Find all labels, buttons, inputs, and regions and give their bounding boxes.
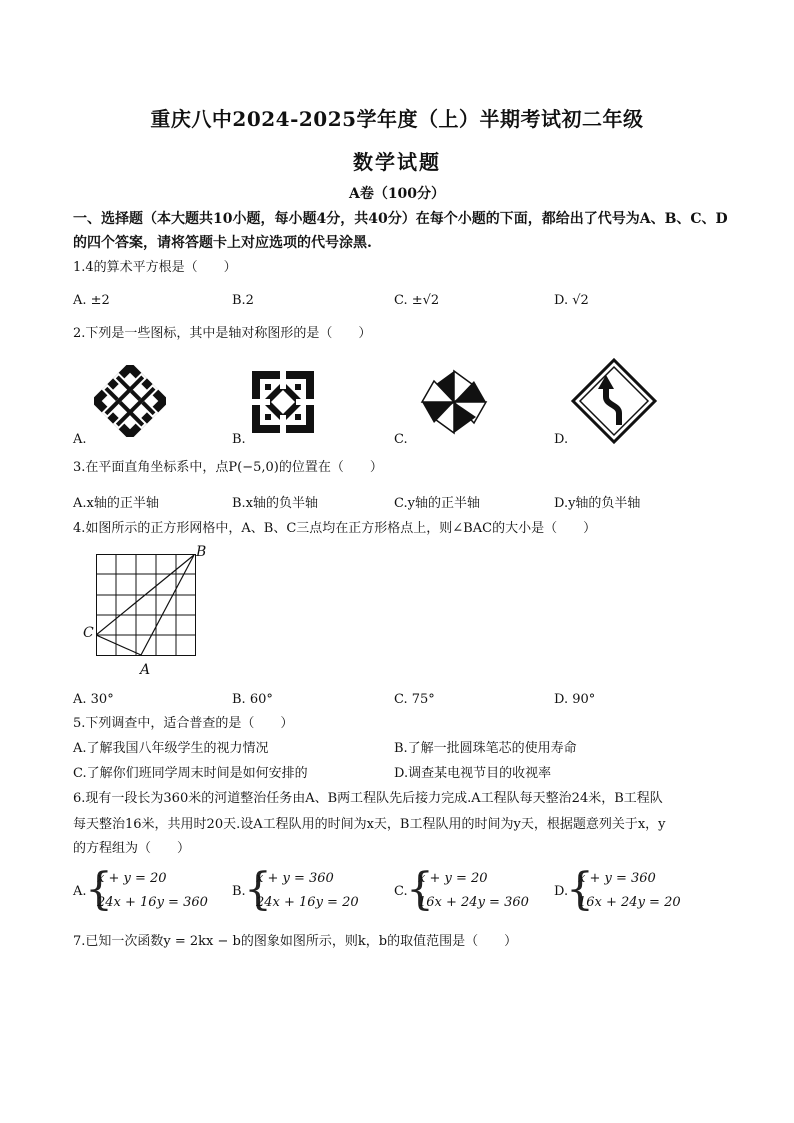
q5-option-c: C.了解你们班同学周末时间是如何安排的 bbox=[73, 766, 308, 781]
q6-option-b-eq1: x + y = 360 bbox=[256, 871, 334, 886]
q3-option-d: D.y轴的负半轴 bbox=[554, 496, 641, 511]
question-3-stem: 3.在平面直角坐标系中，点P(−5,0)的位置在（ ） bbox=[73, 460, 383, 475]
brace-icon: { bbox=[566, 864, 594, 915]
q6-option-c-eq2: 16x + 24y = 360 bbox=[418, 895, 529, 910]
q1-option-a: A. ±2 bbox=[73, 293, 110, 308]
q4-option-a: A. 30° bbox=[73, 692, 114, 707]
q6-option-d-label: D. bbox=[554, 884, 569, 899]
q6-option-a-eq1: x + y = 20 bbox=[97, 871, 167, 886]
grid-figure bbox=[96, 554, 196, 656]
brace-icon: { bbox=[85, 864, 113, 915]
q2-option-b: B. bbox=[232, 432, 246, 447]
q3-option-c: C.y轴的正半轴 bbox=[394, 496, 480, 511]
q6-option-d-eq1: x + y = 360 bbox=[578, 871, 656, 886]
knot-icon bbox=[94, 365, 166, 437]
q6-option-b-label: B. bbox=[232, 884, 246, 899]
q4-option-d: D. 90° bbox=[554, 692, 596, 707]
q6-option-a-label: A. bbox=[73, 884, 87, 899]
q5-option-a: A.了解我国八年级学生的视力情况 bbox=[73, 741, 269, 756]
q4-option-c: C. 75° bbox=[394, 692, 435, 707]
q2-option-d: D. bbox=[554, 432, 569, 447]
section-instructions: 一、选择题（本大题共10小题，每小题4分，共40分）在每个小题的下面，都给出了代号为A、B、C、D的四个答案，请将答题卡上对应选项的代号涂黑. bbox=[73, 211, 728, 251]
q4-option-b: B. 60° bbox=[232, 692, 273, 707]
point-a-label: A bbox=[140, 662, 151, 678]
question-7-stem: 7.已知一次函数y = 2kx − b的图象如图所示，则k，b的取值范围是（ ） bbox=[73, 934, 518, 949]
brace-icon: { bbox=[406, 864, 434, 915]
question-6-stem-line1: 6.现有一段长为360米的河道整治任务由A、B两工程队先后接力完成.A工程队每天整治24米，B工程队 bbox=[73, 791, 663, 806]
q6-option-c-eq1: x + y = 20 bbox=[418, 871, 488, 886]
q1-option-b: B.2 bbox=[232, 293, 254, 308]
q3-option-b: B.x轴的负半轴 bbox=[232, 496, 319, 511]
q6-option-d bbox=[554, 864, 704, 916]
question-6-stem-line3: 的方程组为（ ） bbox=[73, 841, 191, 856]
question-6-stem-line2: 每天整治16米，共用时20天.设A工程队用的时间为x天，B工程队用的时间为y天，根据题意列关于x，y bbox=[73, 817, 666, 832]
q1-option-d: D. √2 bbox=[554, 293, 589, 308]
q6-option-c bbox=[394, 864, 544, 916]
question-2-stem: 2.下列是一些图标，其中是轴对称图形的是（ ） bbox=[73, 326, 372, 341]
q2-option-c: C. bbox=[394, 432, 408, 447]
q2-option-a: A. bbox=[73, 432, 87, 447]
road-sign-icon bbox=[570, 357, 658, 445]
subject-title: 数学试题 bbox=[353, 150, 441, 174]
exam-title: 重庆八中2024-2025学年度（上）半期考试初二年级 bbox=[150, 107, 644, 131]
q6-option-a-eq2: 24x + 16y = 360 bbox=[97, 895, 208, 910]
brace-icon: { bbox=[244, 864, 272, 915]
q6-option-b-eq2: 24x + 16y = 20 bbox=[256, 895, 359, 910]
point-b-label: B bbox=[196, 544, 207, 560]
q5-option-d: D.调查某电视节目的收视率 bbox=[394, 766, 552, 781]
part-title: A卷（100分） bbox=[348, 186, 446, 202]
point-c-label: C bbox=[83, 625, 94, 641]
q6-option-b bbox=[232, 864, 382, 916]
q6-option-a bbox=[73, 864, 223, 916]
q6-option-d-eq2: 16x + 24y = 20 bbox=[578, 895, 681, 910]
q1-option-c: C. ±√2 bbox=[394, 293, 440, 308]
q6-option-c-label: C. bbox=[394, 884, 408, 899]
square-frame-icon bbox=[250, 369, 316, 435]
q3-option-a: A.x轴的正半轴 bbox=[73, 496, 159, 511]
q5-option-b: B.了解一批圆珠笔芯的使用寿命 bbox=[394, 741, 577, 756]
question-1-stem: 1.4的算术平方根是（ ） bbox=[73, 260, 237, 275]
pinwheel-icon bbox=[418, 367, 490, 437]
question-5-stem: 5.下列调查中，适合普查的是（ ） bbox=[73, 716, 294, 731]
question-4-stem: 4.如图所示的正方形网格中，A、B、C三点均在正方形格点上，则∠BAC的大小是（ ） bbox=[73, 521, 597, 536]
